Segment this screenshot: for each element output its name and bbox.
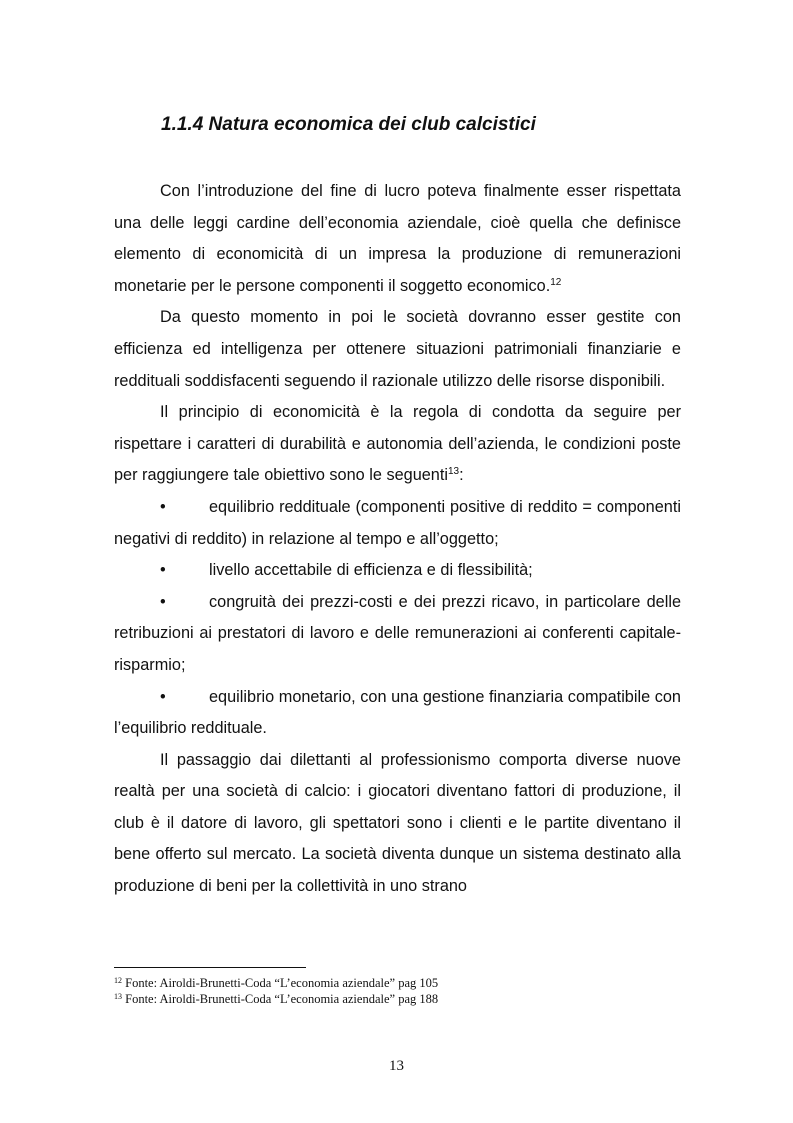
paragraph-colon: : bbox=[459, 466, 464, 485]
section-heading: 1.1.4 Natura economica dei club calcistici bbox=[161, 114, 536, 135]
list-item bbox=[114, 555, 681, 587]
list-item bbox=[114, 682, 681, 745]
footnote-text: Fonte: Airoldi-Brunetti-Coda “L’economia aziendale” pag 188 bbox=[122, 992, 439, 1006]
list-item bbox=[114, 492, 681, 555]
list-item-text: livello accettabile di efficienza e di flessibilità; bbox=[209, 561, 533, 580]
paragraph: Da questo momento in poi le società dovranno esser gestite con efficienza ed intelligenza per ottenere situazioni patrimoniali finanziarie e reddituali soddisfacenti seguendo il razionale utilizzo delle risorse disponibili. bbox=[114, 308, 681, 390]
bullet-icon: • bbox=[160, 561, 166, 580]
footnote-number: 13 bbox=[114, 992, 122, 1001]
footnote-reference: 13 bbox=[448, 466, 460, 478]
footnote-number: 12 bbox=[114, 976, 122, 985]
footnote bbox=[114, 991, 681, 1007]
paragraph: Il passaggio dai dilettanti al professionismo comporta diverse nuove realtà per una società di calcio: i giocatori diventano fattori di produzione, il club è il datore di lavoro, gli spettatori sono i clienti e le partite diventano il bene offerto sul mercato. La società diventa dunque un sistema destinato alla produzione di beni per la collettività in uno strano bbox=[114, 750, 681, 896]
list-item bbox=[114, 587, 681, 682]
bullet-icon: • bbox=[160, 687, 166, 706]
bullet-icon: • bbox=[160, 592, 166, 611]
footnotes bbox=[114, 975, 681, 1007]
list-item-text: congruità dei prezzi-costi e dei prezzi ricavo, in particolare delle retribuzioni ai prestatori di lavoro e delle remunerazioni ai conferenti capitale-risparmio; bbox=[114, 592, 681, 674]
page-number: 13 bbox=[389, 1058, 404, 1074]
paragraph-text: Con l’introduzione del fine di lucro poteva finalmente esser rispettata una delle leggi cardine dell’economia aziendale, cioè quella che definisce elemento di economicità di un impresa la produzione di remunerazioni monetarie per le persone componenti il soggetto economico. bbox=[114, 182, 681, 295]
bullet-icon: • bbox=[160, 497, 166, 516]
paragraph bbox=[114, 176, 681, 302]
list-item-text: equilibrio monetario, con una gestione finanziaria compatibile con l’equilibrio reddituale. bbox=[114, 687, 681, 738]
list-item-text: equilibrio reddituale (componenti positive di reddito = componenti negativi di reddito) in relazione al tempo e all’oggetto; bbox=[114, 497, 681, 548]
body-text bbox=[114, 176, 681, 903]
footnote-reference: 12 bbox=[550, 276, 562, 288]
paragraph bbox=[114, 397, 681, 492]
footnote-divider bbox=[114, 967, 306, 968]
footnote bbox=[114, 975, 681, 991]
footnote-text: Fonte: Airoldi-Brunetti-Coda “L’economia aziendale” pag 105 bbox=[122, 976, 439, 990]
paragraph-text: Il principio di economicità è la regola di condotta da seguire per rispettare i caratteri di durabilità e autonomia dell’azienda, le condizioni poste per raggiungere tale obiettivo sono le seguenti bbox=[114, 403, 681, 485]
